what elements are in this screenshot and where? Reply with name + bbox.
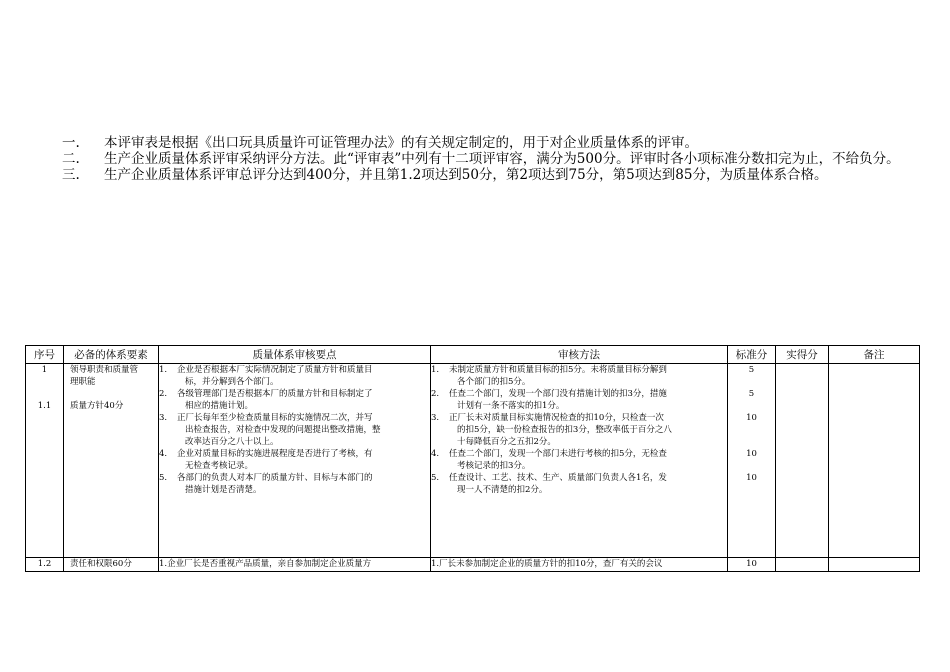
standard-score: 10 bbox=[746, 413, 757, 423]
list-item: 5. 任查设计、工艺、技术、生产、质量部门负责人各1名，发 bbox=[431, 473, 667, 483]
intro-text: 生产企业质量体系评审总评分达到400分，并且第1.2项达到50分，第2项达到75分，第5项达到85分，为质量体系合格。 bbox=[104, 167, 828, 183]
list-item: 出检查报告，对检查中发现的问题提出整改措施，整 bbox=[185, 425, 381, 435]
intro-number: 三. bbox=[62, 167, 80, 183]
list-item: 3. 正厂长未对质量目标实施情况检查的扣10分，只检查一次 bbox=[431, 413, 664, 423]
element-cell bbox=[64, 364, 159, 558]
standard-score-cell bbox=[728, 558, 776, 572]
intro-item-2 bbox=[62, 151, 902, 167]
table-row bbox=[26, 364, 920, 558]
header-remarks: 备注 bbox=[829, 346, 920, 364]
header-actual-score: 实得分 bbox=[776, 346, 829, 364]
table-header-row bbox=[26, 346, 920, 364]
element-text: 理职能 bbox=[70, 377, 96, 387]
element-cell bbox=[64, 558, 159, 572]
audit-method-cell bbox=[431, 558, 728, 572]
audit-points-cell bbox=[159, 364, 431, 558]
header-standard-score: 标准分 bbox=[728, 346, 776, 364]
intro-item-3 bbox=[62, 167, 902, 183]
header-element: 必备的体系要素 bbox=[64, 346, 159, 364]
list-item: 改率达百分之八十以上。 bbox=[185, 437, 279, 447]
remarks-cell bbox=[829, 558, 920, 572]
review-table bbox=[25, 345, 920, 572]
standard-score: 10 bbox=[746, 449, 757, 459]
list-item: 2. 任查二个部门，发现一个部门没有措施计划的扣3分，措施 bbox=[431, 389, 667, 399]
list-item: 4. 企业对质量目标的实施进展程度是否进行了考核，有 bbox=[159, 449, 373, 459]
seq-number: 1.2 bbox=[37, 559, 52, 569]
list-item: 考核记录的扣3分。 bbox=[457, 461, 531, 471]
standard-score: 5 bbox=[748, 389, 755, 399]
list-item: 的扣5分，缺一份检查报告的扣3分，整改率低于百分之八 bbox=[457, 425, 672, 435]
table-row bbox=[26, 558, 920, 572]
list-item: 现一人不清楚的扣2分。 bbox=[457, 485, 548, 495]
list-item: 2. 各级管理部门是否根据本厂的质量方针和目标制定了 bbox=[159, 389, 373, 399]
standard-score: 10 bbox=[746, 559, 757, 569]
list-item: 无检查考核记录。 bbox=[185, 461, 254, 471]
intro-notes bbox=[62, 135, 902, 183]
list-item: 相应的措施计划。 bbox=[185, 401, 254, 411]
standard-score-cell bbox=[728, 364, 776, 558]
list-item: 十每降低百分之五扣2分。 bbox=[457, 437, 556, 447]
list-item: 标，并分解到各个部门。 bbox=[185, 377, 279, 387]
seq-cell bbox=[26, 364, 64, 558]
header-audit-method: 审核方法 bbox=[431, 346, 728, 364]
list-item: 5. 各部门的负责人对本厂的质量方针、目标与本部门的 bbox=[159, 473, 373, 483]
intro-text: 本评审表是根据《出口玩具质量许可证管理办法》的有关规定制定的，用于对企业质量体系的评审。 bbox=[104, 135, 698, 151]
list-item: 1. 企业是否根据本厂实际情况制定了质量方针和质量目 bbox=[159, 365, 373, 375]
intro-text: 生产企业质量体系评审采纳评分方法。此“评审表”中列有十二项评审容，满分为500分。评审时各小项标准分数扣完为止，不给负分。 bbox=[104, 151, 900, 167]
list-item: 1.企业厂长是否重视产品质量，亲自参加制定企业质量方 bbox=[159, 559, 372, 569]
header-seq: 序号 bbox=[26, 346, 64, 364]
standard-score: 10 bbox=[746, 473, 757, 483]
element-text: 领导职责和质量管 bbox=[70, 365, 139, 375]
actual-score-cell bbox=[776, 558, 829, 572]
actual-score-cell bbox=[776, 364, 829, 558]
intro-item-1 bbox=[62, 135, 902, 151]
element-text: 责任和权限60分 bbox=[70, 559, 132, 569]
seq-cell bbox=[26, 558, 64, 572]
seq-number: 1.1 bbox=[37, 401, 52, 411]
list-item: 1. 未制定质量方针和质量目标的扣5分。未将质量目标分解到 bbox=[431, 365, 667, 375]
element-text: 质量方针40分 bbox=[70, 401, 124, 411]
list-item: 4. 任查二个部门，发现一个部门未进行考核的扣5分，无检查 bbox=[431, 449, 667, 459]
audit-method-cell bbox=[431, 364, 728, 558]
audit-points-cell bbox=[159, 558, 431, 572]
standard-score: 5 bbox=[748, 365, 755, 375]
list-item: 3. 正厂长每年至少检查质量目标的实施情况二次，并写 bbox=[159, 413, 373, 423]
intro-number: 二. bbox=[62, 151, 80, 167]
list-item: 各个部门的扣5分。 bbox=[457, 377, 531, 387]
list-item: 1.厂长未参加制定企业的质量方针的扣10分，查厂有关的会议 bbox=[431, 559, 663, 569]
seq-number: 1 bbox=[41, 365, 48, 375]
intro-number: 一. bbox=[62, 135, 80, 151]
remarks-cell bbox=[829, 364, 920, 558]
header-audit-points: 质量体系审核要点 bbox=[159, 346, 431, 364]
list-item: 措施计划是否清楚。 bbox=[185, 485, 262, 495]
list-item: 计划有一条不落实的扣1分。 bbox=[457, 401, 565, 411]
